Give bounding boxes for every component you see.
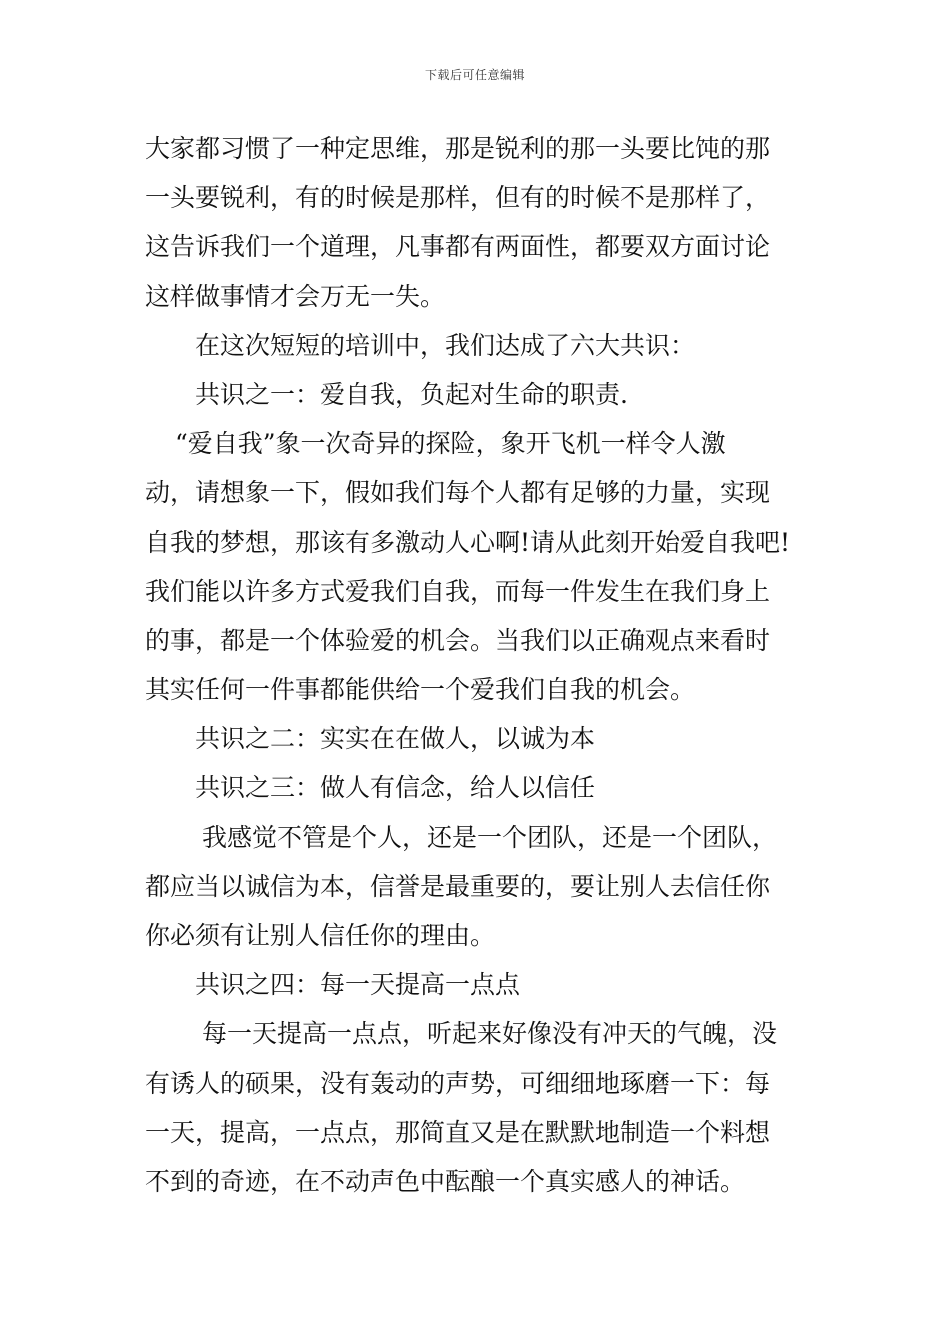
consensus-heading-1: 共识之一：爱自我，负起对生命的职责. <box>195 379 628 409</box>
text-line: 一头要锐利，有的时候是那样，但有的时候不是那样了， <box>145 183 771 213</box>
text-line: 有诱人的硕果，没有轰动的声势，可细细地琢磨一下：每 <box>145 1068 771 1098</box>
consensus-heading-2: 共识之二：实实在在做人，以诚为本 <box>195 724 596 754</box>
text-line: 都应当以诚信为本，信誉是最重要的，要让别人去信任你 <box>145 871 771 901</box>
text-line: 这告诉我们一个道理，凡事都有两面性，都要双方面讨论 <box>145 232 771 262</box>
text-line: 动，请想象一下，假如我们每个人都有足够的力量，实现 <box>145 478 771 508</box>
consensus-heading-3: 共识之三：做人有信念，给人以信任 <box>195 773 596 803</box>
text-line: “爱自我”象一次奇异的探险，象开飞机一样令人激 <box>175 429 726 459</box>
paragraph-intro: 在这次短短的培训中，我们达成了六大共识： <box>195 330 696 360</box>
text-line: 一天，提高，一点点，那简直又是在默默地制造一个料想 <box>145 1117 771 1147</box>
consensus-heading-4: 共识之四：每一天提高一点点 <box>195 970 521 1000</box>
text-line: 每一天提高一点点，听起来好像没有冲天的气魄，没 <box>202 1019 778 1049</box>
text-line: 你必须有让别人信任你的理由。 <box>145 921 496 950</box>
text-line: 大家都习惯了一种定思维，那是锐利的那一头要比饨的那 <box>145 134 771 163</box>
text-line: 这样做事情才会万无一失。 <box>145 281 446 311</box>
text-line: 其实任何一件事都能供给一个爱我们自我的机会。 <box>145 675 696 705</box>
page-header-note: 下载后可任意编辑 <box>424 68 525 82</box>
text-line: 我感觉不管是个人，还是一个团队，还是一个团队， <box>202 822 778 852</box>
text-line: 不到的奇迹，在不动声色中酝酿一个真实感人的神话。 <box>145 1166 746 1196</box>
text-line: 我们能以许多方式爱我们自我，而每一件发生在我们身上 <box>145 576 771 606</box>
text-line: 自我的梦想，那该有多激动人心啊!请从此刻开始爱自我吧! <box>145 527 791 557</box>
text-line: 的事，都是一个体验爱的机会。当我们以正确观点来看时 <box>145 625 771 655</box>
document-body <box>145 124 825 1206</box>
